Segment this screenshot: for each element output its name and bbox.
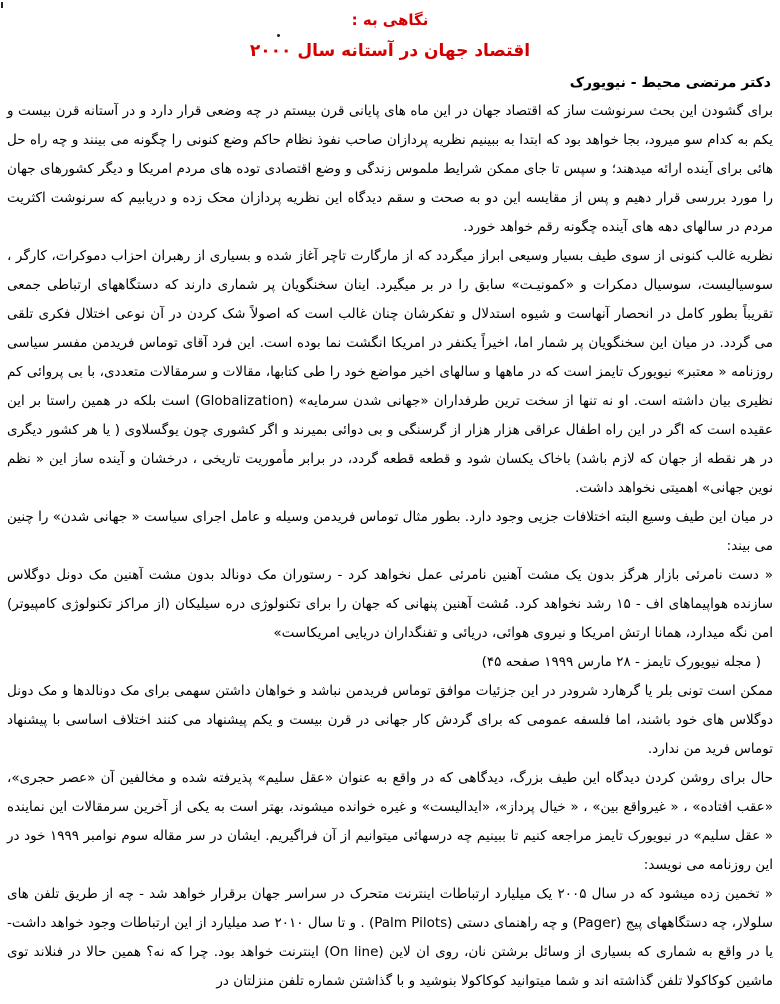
paragraph-dominant-theory: نظریه غالب کنونی از سوی طیف بسیار وسیعی ابراز میگردد که از مارگارت تاچر آغاز شده و بسیاری از رهبران احزاب دموکرات، کارگر ، سوسیالیست، سوسیال دمکرات و «کمونیـت» سابق را در بر میگیرد. اینان سخنگویان پر شماری دارند که دستگاههای ارتباطی جمعی تقریباً بطور کامل در انحصار آنهاست و شیوه استدلال و تفکرشان چنان غالب است که اصولاً شک کردن در آن نوعی اختلال فکری تلقی می گردد. در میان این سخنگویان پر شمار اما، اخیراً یکنفر در امریکا انگشت نما بوده است. این فرد آقای توماس فریدمن مفسر سیاسی روزنامه « معتبر» نیویورک تایمز است که در ماهها و سالهای اخیر مواضع خود را طی کتابها، مقالات و سرمقالات متعددی، با بی پروائی کم نظیری بیان داشته است. او نه تنها از سخت ترین طرفداران «جهانی شدن سرمایه» (Globalization) است بلکه در همین راستا بر این عقیده است که اگر در این راه اطفال عراقی هزار هزار از گرسنگی و بی دوائی بمیرند و اگر کشوری چون یوگسلاوی ( یا هر کشور دیگری در هر نقطه از جهان که لازم باشد) باخاک یکسان شود و قطعه قطعه گردد، در برابر مأموریت تاریخی ، درخشان و آینده ساز این « نظم نوین جهانی» اهمیتی نخواهد داشت. <box>7 248 774 496</box>
article-body <box>7 97 773 996</box>
paragraph-friedman-quote: « دست نامرئی بازار هرگز بدون یک مشت آهنین نامرئی عمل نخواهد کرد - رستوران مک دونالد بدون مشت آهنین مک دونل دوگلاس سازنده هواپیماهای اف - ۱۵ رشد نخواهد کرد. مُشت آهنین پنهانی که جهان را برای تکنولوژی دره سیلیکان (از مراکز تکنولوژی کامپیوتر) امن نگه میدارد، همانا ارتش امریکا و نیروی هوائی، دریائی و تفنگداران دریایی امریکاست» <box>7 567 773 641</box>
author-byline: دکتر مرتضی محیط - نیویورک <box>569 75 771 91</box>
page-title: اقتصاد جهان در آستانه سال ۲۰۰۰ <box>249 41 531 61</box>
paragraph-intro: برای گشودن این بحث سرنوشت ساز که اقتصاد جهان در این ماه های پایانی قرن بیستم در چه وضعی قرار دارد و در آستانه قرن بیست و یکم به کدام سو میرود، بجا خواهد بود که ابتدا به ببینیم نظریه پردازان صاحب نفوذ نظام حاکم وضع کنونی را چگونه می بینند و چه راه حل هائی برای آینده ارائه میدهند؛ و سپس تا جای ممکن شرایط ملموس زندگی و وضع اقتصادی توده های مردم امریکا و دیگر کشورهای جهان را مورد بررسی قرار دهیم و پس از مقایسه این دو به صحت و سقم دیدگاه این نظریه پردازان محک زده و دریابیم که سرنوشت اکثریت مردم در سالهای دهه های آینده چگونه رقم خواهد خورد. <box>7 103 773 235</box>
document-header <box>7 8 773 65</box>
scan-speck <box>277 34 280 37</box>
paragraph-spectrum-differences: در میان این طیف وسیع البته اختلافات جزیی وجود دارد. بطور مثال توماس فریدمن وسیله و عامل اجرای سیاست « جهانی شدن» را چنین می بیند: <box>7 509 773 554</box>
title-kicker: نگاهی به : <box>351 11 429 29</box>
scan-speck-corner <box>1 2 3 8</box>
citation-line: ( مجله نیویورک تایمز - ۲۸ مارس ۱۹۹۹ صفحه ۴۵) <box>481 654 761 670</box>
paragraph-blair-schroeder: ممکن است تونی بلر یا گرهارد شرودر در این جزئیات موافق توماس فریدمن نباشد و خواهان داشتن سهمی برای مک دونالدها و مک دونل دوگلاس های خود باشند، اما فلسفه عمومی که برای گردش کار جهانی در قرن بیست و یکم پیشنهاد می کنند اختلاف اساسی با پیشنهاد توماس فرید من ندارد. <box>7 683 773 757</box>
paragraph-common-sense: حال برای روشن کردن دیدگاه این طیف بزرگ، دیدگاهی که در واقع به عنوان «عقل سلیم» پذیرفته شده و مخالفین آن «عصر حجری»، «عقب افتاده» ، « غیرواقع بین» ، « خیال پرداز»، «ایدالیست» و غیره خوانده میشوند، بهتر است به یکی از آخرین سرمقالات این نماینده « عقل سلیم» در نیویورک تایمز مراجعه کنیم تا ببینیم چه درسهائی میتوانیم از آن فراگیریم. ایشان در سر مقاله سوم نوامبر ۱۹۹۹ خود در این روزنامه می نویسد: <box>7 770 773 873</box>
paragraph-internet-quote: « تخمین زده میشود که در سال ۲۰۰۵ یک میلیارد ارتباطات اینترنت متحرک در سراسر جهان برقرار خواهد شد - چه از طریق تلفن های سلولار، چه دستگاههای پیج (Pager) و چه راهنمای دستی (Palm Pilots) . و تا سال ۲۰۱۰ صد میلیارد از این ارتباطات وجود خواهد داشت- یا در واقع به شماری که بسیاری از وسائل برشتن نان، روی ان لاین (On line) اینترنت خواهد بود. چرا که نه؟ همین حالا در فنلاند توی ماشین کوکاکولا تلفن گذاشته اند و شما میتوانید کوکاکولا بنوشید و با گذاشتن شماره تلفن منزلتان در <box>7 886 773 989</box>
